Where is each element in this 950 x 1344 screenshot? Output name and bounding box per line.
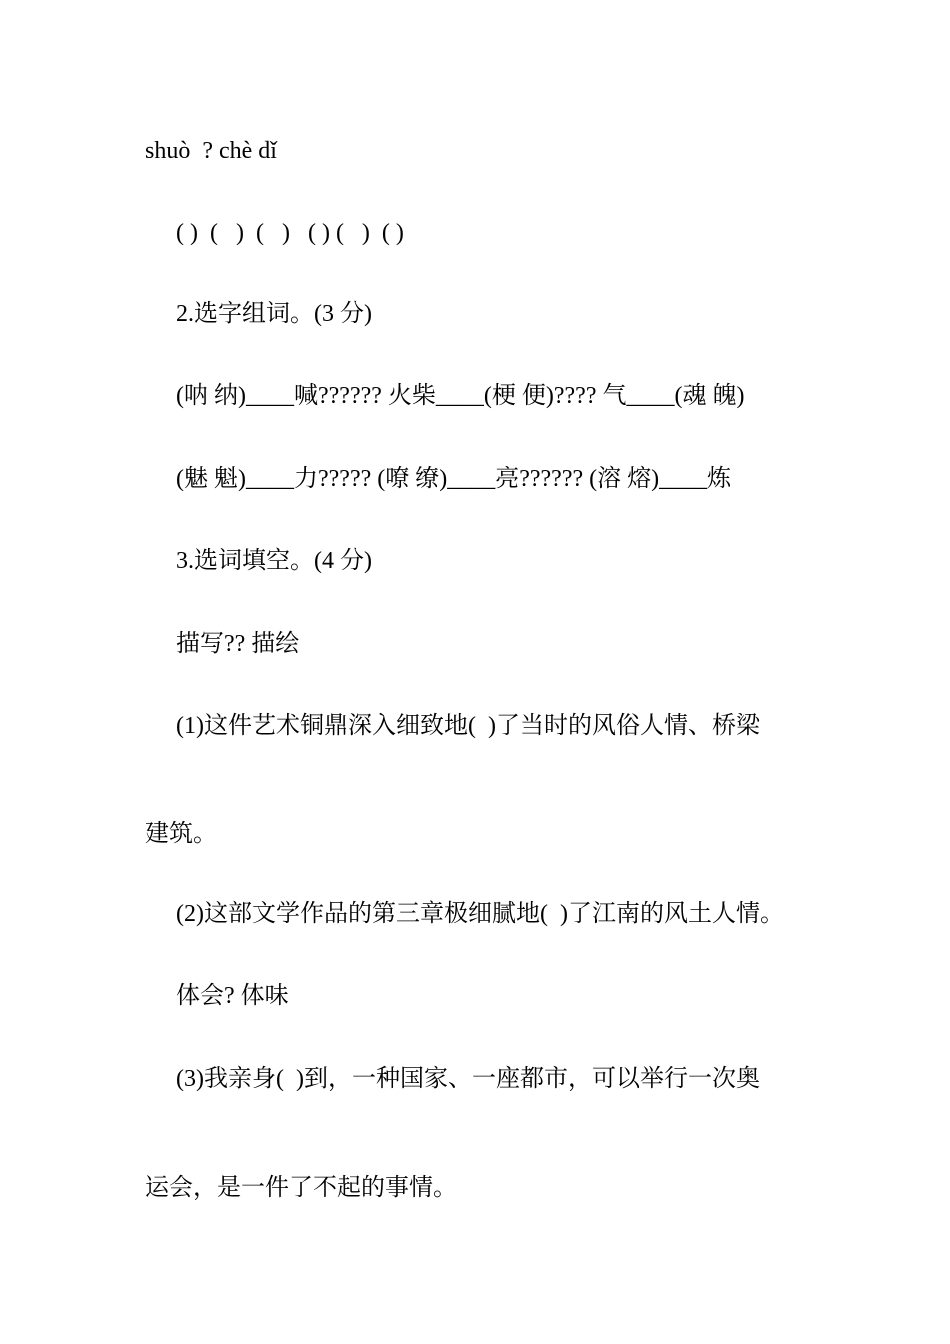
word-choice-pair-1: 描写?? 描绘 [176, 631, 300, 657]
question-3-heading: 3.选词填空。(4 分) [176, 548, 372, 574]
question-2-row-2: (魅 魁)____力????? (嘹 缭)____亮?????? (溶 熔)____炼 [176, 466, 732, 492]
answer-brackets-line: ( ) ( ) ( ) ( ) ( ) ( ) [176, 220, 404, 246]
word-choice-pair-2: 体会? 体味 [176, 983, 289, 1009]
question-2-heading: 2.选字组词。(3 分) [176, 301, 372, 327]
sentence-1-line-2: 建筑。 [145, 821, 217, 847]
question-2-row-1: (呐 纳)____喊?????? 火柴____(梗 便)???? 气____(魂 魄) [176, 383, 745, 409]
pinyin-line: shuò ? chè dǐ [145, 138, 277, 164]
sentence-1-line-1: (1)这件艺术铜鼎深入细致地( )了当时的风俗人情、桥梁 [176, 713, 760, 739]
sentence-3-line-2: 运会，是一件了不起的事情。 [145, 1175, 457, 1201]
sentence-2: (2)这部文学作品的第三章极细腻地( )了江南的风土人情。 [176, 901, 784, 927]
sentence-3-line-1: (3)我亲身( )到，一种国家、一座都市，可以举行一次奥 [176, 1066, 760, 1092]
